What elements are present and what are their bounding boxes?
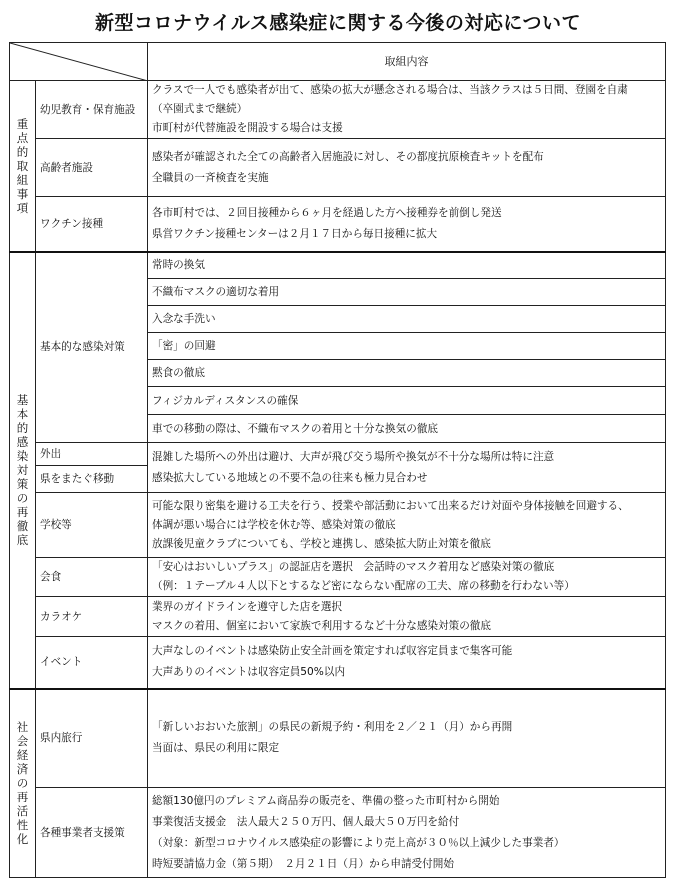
category-cell: ワクチン接種 [36,197,148,252]
category-cell: 会食 [36,558,148,597]
category-cell: 県内旅行 [36,689,148,788]
section-label-basic: 基本的感染対策の再徹底 [10,252,36,689]
table-row [10,493,666,558]
table-row [10,252,666,279]
table-row [10,139,666,197]
category-cell: イベント [36,637,148,689]
content-line: 感染者が確認された全ての高齢者入居施設に対し、その都度抗原検査キットを配布 [152,150,544,163]
content-line: （対象：新型コロナウイルス感染症の影響により売上高が３０％以上減少した事業者） [152,836,565,849]
content-line: 各市町村では、２回目接種から６ヶ月を経過した方へ接種券を前倒し発送 [152,206,502,219]
basic-item: 黙食の徹底 [148,360,666,387]
content-line: 市町村が代替施設を開設する場合は支援 [152,122,343,134]
content-line: 大声ありのイベントは収容定員50%以内 [152,666,346,679]
content-line: クラスで一人でも感染者が出て、感染の拡大が懸念される場合は、当該クラスは５日間、登園を自粛 [152,84,628,96]
table-row [10,197,666,252]
basic-item: 常時の換気 [148,252,666,279]
content-line: 感染拡大している地域との不要不急の往来も極力見合わせ [152,471,428,484]
content-cell [148,443,666,493]
measures-table [9,42,666,878]
category-cell: カラオケ [36,597,148,637]
basic-item: 「密」の回避 [148,333,666,360]
content-line: （例：１テーブル４人以下とするなど密にならない配席の工夫、席の移動を行わない等） [152,580,575,592]
content-line: 全職員の一斉検査を実施 [152,171,269,184]
content-cell [148,81,666,139]
category-cell: 県をまたぐ移動 [36,466,148,493]
content-line: 「安心はおいしいプラス」の認証店を選択 会話時のマスク着用など感染対策の徹底 [152,561,555,573]
content-line: 体調が悪い場合には学校を休む等、感染対策の徹底 [152,518,396,531]
category-cell: 学校等 [36,493,148,558]
content-line: マスクの着用、個室において家族で利用するなど十分な感染対策の徹底 [152,619,491,632]
table-row [10,788,666,878]
content-line: 放課後児童クラブについても、学校と連携し、感染拡大防止対策を徹底 [152,537,491,550]
basic-item: 不織布マスクの適切な着用 [148,279,666,306]
table-row [10,637,666,689]
table-row [10,597,666,637]
content-cell [148,788,666,878]
category-cell: 高齢者施設 [36,139,148,197]
content-cell [148,597,666,637]
content-line: 大声なしのイベントは感染防止安全計画を策定すれば収容定員まで集客可能 [152,645,513,658]
content-line: 業界のガイドラインを遵守した店を選択 [152,600,343,613]
content-line: 事業復活支援金 法人最大２５０万円、個人最大５０万円を給付 [152,815,460,828]
table-row [10,689,666,788]
basic-item: フィジカルディスタンスの確保 [148,387,666,415]
table-row [10,443,666,466]
content-cell [148,139,666,197]
content-line: 「新しいおおいた旅割」の県民の新規予約・利用を２／２１（月）から再開 [152,721,513,734]
content-line: 可能な限り密集を避ける工夫を行う、授業や部活動において出来るだけ対面や身体接触を回避する、 [152,499,629,512]
content-line: （卒園式まで継続） [152,103,248,115]
content-line: 混雑した場所への外出は避け、大声が飛び交う場所や換気が不十分な場所は特に注意 [152,450,555,463]
diagonal-line [10,43,148,81]
page-title: 新型コロナウイルス感染症に関する今後の対応について [95,12,581,34]
content-line: 当面は、県民の利用に限定 [152,742,280,755]
table-header-row [10,43,666,81]
section-label-economy: 社会経済の再活性化 [10,689,36,878]
category-cell: 基本的な感染対策 [36,252,148,443]
header-diagonal-cell [10,43,148,81]
content-cell [148,197,666,252]
content-cell [148,558,666,597]
table-row [10,81,666,139]
table-row [10,558,666,597]
content-cell [148,493,666,558]
section-label-priority: 重点的取組事項 [10,81,36,252]
content-header: 取組内容 [148,43,666,81]
content-line: 総額130億円のプレミアム商品券の販売を、準備の整った市町村から開始 [152,794,500,807]
basic-item: 入念な手洗い [148,306,666,333]
category-cell: 幼児教育・保育施設 [36,81,148,139]
content-cell [148,637,666,689]
content-line: 県営ワクチン接種センターは２月１７日から毎日接種に拡大 [152,227,438,240]
content-line: 時短要請協力金（第５期） ２月２１日（月）から申請受付開始 [152,857,454,870]
category-cell: 各種事業者支援策 [36,788,148,878]
content-cell [148,689,666,788]
category-cell: 外出 [36,443,148,466]
basic-item: 車での移動の際は、不織布マスクの着用と十分な換気の徹底 [148,415,666,443]
